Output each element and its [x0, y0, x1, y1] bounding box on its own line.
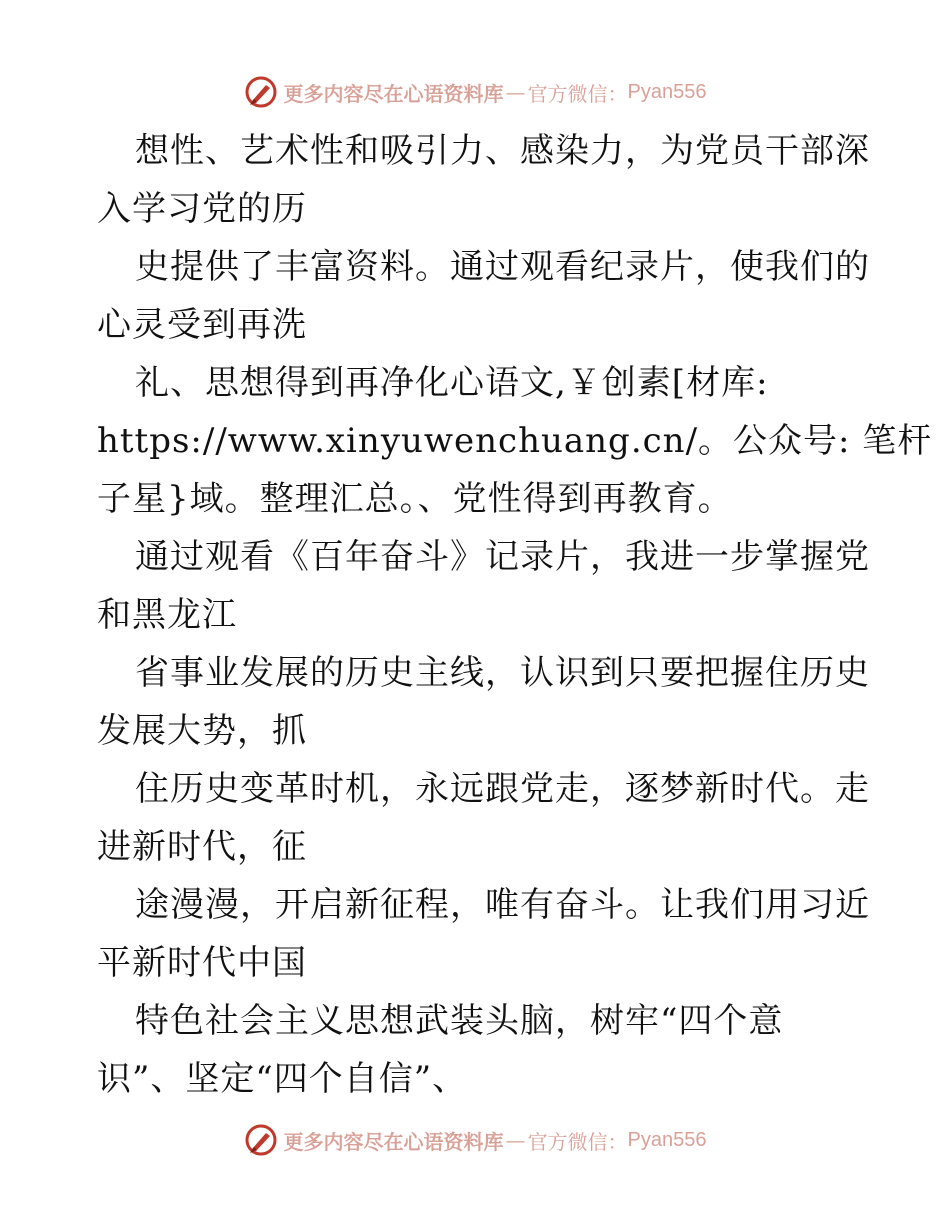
body-line: 想性、艺术性和吸引力、感染力，为党员干部深: [135, 131, 870, 171]
header-watermark-banner: [0, 72, 950, 112]
body-line: 省事业发展的历史主线，认识到只要把握住历史: [135, 653, 870, 693]
body-line: 入学习党的历: [97, 189, 307, 229]
body-line: 进新时代，征: [97, 827, 307, 867]
banner-wechat-id: Pyan556: [627, 80, 707, 103]
banner-official-label: 官方微信：: [527, 1129, 628, 1154]
banner-dash: —: [505, 1128, 526, 1152]
body-line: https://www.xinyuwenchuang.cn/。公众号: 笔杆: [97, 421, 933, 461]
body-line: 住历史变革时机，永远跟党走，逐梦新时代。走: [135, 769, 870, 809]
body-line: 礼、思想得到再净化心语文,￥创素[材库:: [135, 363, 769, 403]
body-line: 平新时代中国: [97, 943, 307, 983]
footer-watermark-banner: [0, 1120, 950, 1160]
body-line: 发展大势，抓: [97, 711, 307, 751]
pen-logo-icon: [244, 1123, 278, 1157]
body-line: 心灵受到再洗: [97, 305, 307, 345]
banner-main-text: 更多内容尽在心语资料库: [283, 81, 504, 106]
document-body: [97, 122, 933, 1108]
body-line: 子星}域。整理汇总。、党性得到再教育。: [97, 479, 733, 519]
banner-main-text: 更多内容尽在心语资料库: [283, 1129, 504, 1154]
body-line: 和黑龙江: [97, 595, 237, 635]
body-line: 识”、坚定“四个自信”、: [97, 1059, 468, 1099]
pen-logo-icon: [244, 75, 278, 109]
body-line: 史提供了丰富资料。通过观看纪录片，使我们的: [135, 247, 870, 287]
body-line: 途漫漫，开启新征程，唯有奋斗。让我们用习近: [135, 885, 870, 925]
banner-dash: —: [505, 80, 526, 104]
body-line: 特色社会主义思想武装头脑，树牢“四个意: [135, 1001, 784, 1041]
body-line: 通过观看《百年奋斗》记录片，我进一步掌握党: [135, 537, 870, 577]
banner-wechat-id: Pyan556: [627, 1128, 707, 1151]
banner-official-label: 官方微信：: [527, 81, 628, 106]
